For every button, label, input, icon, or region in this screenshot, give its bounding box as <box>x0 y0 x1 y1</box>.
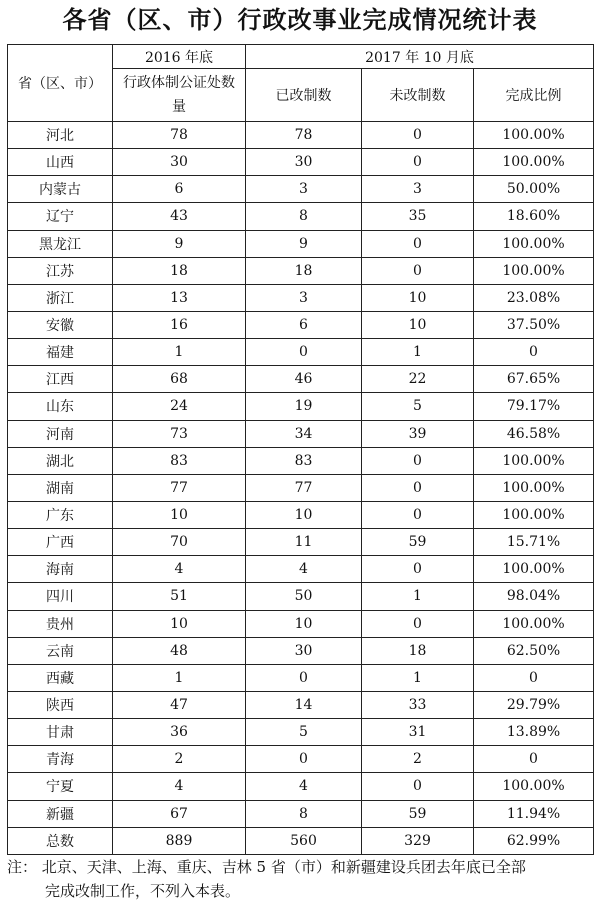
cell-undone-count: 3 <box>362 176 474 203</box>
cell-completion-ratio: 11.94% <box>474 800 594 827</box>
cell-cert-count: 9 <box>113 230 246 257</box>
cell-cert-count: 47 <box>113 691 246 718</box>
cell-undone-count: 0 <box>362 257 474 284</box>
cell-completion-ratio: 13.89% <box>474 719 594 746</box>
cell-done-count: 11 <box>246 529 362 556</box>
cell-done-count: 0 <box>246 339 362 366</box>
cell-done-count: 77 <box>246 474 362 501</box>
reform-statistics-table <box>7 44 594 855</box>
cell-undone-count: 35 <box>362 203 474 230</box>
cell-province: 江苏 <box>8 257 113 284</box>
cell-done-count: 4 <box>246 556 362 583</box>
table-row <box>8 637 594 664</box>
cell-province: 河北 <box>8 122 113 149</box>
cell-undone-count: 5 <box>362 393 474 420</box>
header-province: 省（区、市） <box>8 45 113 122</box>
cell-province: 浙江 <box>8 284 113 311</box>
cell-province: 河南 <box>8 420 113 447</box>
cell-completion-ratio: 100.00% <box>474 447 594 474</box>
header-completion-ratio: 完成比例 <box>474 69 594 122</box>
table-row <box>8 610 594 637</box>
table-row <box>8 122 594 149</box>
cell-undone-count: 0 <box>362 773 474 800</box>
footnote-line-1: 注： 北京、天津、上海、重庆、吉林 5 省（市）和新疆建设兵团去年底已全部 <box>7 858 526 876</box>
header-row-groups <box>8 45 594 69</box>
cell-undone-count: 0 <box>362 610 474 637</box>
cell-completion-ratio: 50.00% <box>474 176 594 203</box>
table-row <box>8 203 594 230</box>
cell-cert-count: 43 <box>113 203 246 230</box>
cell-province: 湖南 <box>8 474 113 501</box>
cell-done-count: 30 <box>246 149 362 176</box>
cell-done-count: 8 <box>246 800 362 827</box>
header-done-count: 已改制数 <box>246 69 362 122</box>
cell-province: 云南 <box>8 637 113 664</box>
cell-cert-count: 6 <box>113 176 246 203</box>
cell-cert-count: 4 <box>113 556 246 583</box>
cell-province: 辽宁 <box>8 203 113 230</box>
cell-completion-ratio: 100.00% <box>474 230 594 257</box>
table-row <box>8 800 594 827</box>
cell-cert-count: 70 <box>113 529 246 556</box>
cell-cert-count: 18 <box>113 257 246 284</box>
cell-completion-ratio: 100.00% <box>474 257 594 284</box>
cell-undone-count: 1 <box>362 583 474 610</box>
cell-done-count: 8 <box>246 203 362 230</box>
cell-province: 湖北 <box>8 447 113 474</box>
cell-province: 甘肃 <box>8 719 113 746</box>
cell-done-count: 5 <box>246 719 362 746</box>
cell-undone-count: 0 <box>362 556 474 583</box>
table-row <box>8 664 594 691</box>
cell-undone-count: 33 <box>362 691 474 718</box>
cell-completion-ratio: 62.99% <box>474 827 594 854</box>
table-row <box>8 719 594 746</box>
cell-cert-count: 78 <box>113 122 246 149</box>
cell-done-count: 30 <box>246 637 362 664</box>
cell-province: 安徽 <box>8 311 113 338</box>
cell-completion-ratio: 100.00% <box>474 122 594 149</box>
cell-undone-count: 329 <box>362 827 474 854</box>
table-row <box>8 447 594 474</box>
footnote-line-2: 完成改制工作，不列入本表。 <box>45 882 241 900</box>
cell-cert-count: 24 <box>113 393 246 420</box>
cell-cert-count: 77 <box>113 474 246 501</box>
cell-province: 江西 <box>8 366 113 393</box>
table-row <box>8 230 594 257</box>
table-row <box>8 583 594 610</box>
cell-cert-count: 30 <box>113 149 246 176</box>
cell-undone-count: 1 <box>362 664 474 691</box>
cell-done-count: 0 <box>246 746 362 773</box>
table-row <box>8 773 594 800</box>
cell-completion-ratio: 0 <box>474 339 594 366</box>
cell-completion-ratio: 0 <box>474 664 594 691</box>
cell-done-count: 18 <box>246 257 362 284</box>
cell-cert-count: 1 <box>113 664 246 691</box>
cell-done-count: 3 <box>246 284 362 311</box>
cell-completion-ratio: 100.00% <box>474 773 594 800</box>
cell-completion-ratio: 23.08% <box>474 284 594 311</box>
cell-undone-count: 31 <box>362 719 474 746</box>
table-row <box>8 284 594 311</box>
cell-cert-count: 10 <box>113 501 246 528</box>
cell-undone-count: 18 <box>362 637 474 664</box>
cell-completion-ratio: 100.00% <box>474 149 594 176</box>
cell-undone-count: 0 <box>362 501 474 528</box>
table-row <box>8 746 594 773</box>
cell-province: 西藏 <box>8 664 113 691</box>
cell-province: 海南 <box>8 556 113 583</box>
table-row <box>8 257 594 284</box>
table-row <box>8 311 594 338</box>
cell-completion-ratio: 0 <box>474 746 594 773</box>
cell-undone-count: 22 <box>362 366 474 393</box>
cell-cert-count: 83 <box>113 447 246 474</box>
cell-province: 福建 <box>8 339 113 366</box>
cell-completion-ratio: 100.00% <box>474 501 594 528</box>
cell-cert-count: 36 <box>113 719 246 746</box>
cell-undone-count: 0 <box>362 230 474 257</box>
table-row <box>8 393 594 420</box>
cell-cert-count: 10 <box>113 610 246 637</box>
cell-cert-count: 4 <box>113 773 246 800</box>
table-row <box>8 474 594 501</box>
cell-province: 新疆 <box>8 800 113 827</box>
cell-done-count: 9 <box>246 230 362 257</box>
cell-completion-ratio: 15.71% <box>474 529 594 556</box>
cell-completion-ratio: 79.17% <box>474 393 594 420</box>
table-row <box>8 176 594 203</box>
cell-province: 山东 <box>8 393 113 420</box>
cell-undone-count: 0 <box>362 149 474 176</box>
cell-completion-ratio: 100.00% <box>474 610 594 637</box>
cell-cert-count: 1 <box>113 339 246 366</box>
cell-province: 青海 <box>8 746 113 773</box>
cell-undone-count: 59 <box>362 529 474 556</box>
cell-undone-count: 0 <box>362 474 474 501</box>
table-title: 各省（区、市）行政改事业完成情况统计表 <box>62 6 538 34</box>
cell-undone-count: 59 <box>362 800 474 827</box>
cell-cert-count: 51 <box>113 583 246 610</box>
cell-undone-count: 10 <box>362 284 474 311</box>
cell-province: 宁夏 <box>8 773 113 800</box>
table-row <box>8 149 594 176</box>
table-row <box>8 339 594 366</box>
cell-done-count: 14 <box>246 691 362 718</box>
cell-done-count: 78 <box>246 122 362 149</box>
cell-completion-ratio: 62.50% <box>474 637 594 664</box>
table-row <box>8 366 594 393</box>
footnote <box>7 855 593 903</box>
cell-province: 山西 <box>8 149 113 176</box>
cell-province: 内蒙古 <box>8 176 113 203</box>
cell-done-count: 0 <box>246 664 362 691</box>
cell-completion-ratio: 18.60% <box>474 203 594 230</box>
cell-done-count: 10 <box>246 610 362 637</box>
cell-undone-count: 39 <box>362 420 474 447</box>
cell-undone-count: 10 <box>362 311 474 338</box>
table-row <box>8 501 594 528</box>
cell-province: 广东 <box>8 501 113 528</box>
cell-province: 广西 <box>8 529 113 556</box>
table-row <box>8 420 594 447</box>
cell-province: 四川 <box>8 583 113 610</box>
cell-done-count: 34 <box>246 420 362 447</box>
cell-done-count: 50 <box>246 583 362 610</box>
header-undone-count: 未改制数 <box>362 69 474 122</box>
cell-completion-ratio: 37.50% <box>474 311 594 338</box>
cell-completion-ratio: 67.65% <box>474 366 594 393</box>
cell-completion-ratio: 46.58% <box>474 420 594 447</box>
cell-cert-count: 68 <box>113 366 246 393</box>
cell-undone-count: 1 <box>362 339 474 366</box>
cell-completion-ratio: 29.79% <box>474 691 594 718</box>
header-group-2017: 2017 年 10 月底 <box>246 45 594 69</box>
cell-done-count: 10 <box>246 501 362 528</box>
cell-cert-count: 67 <box>113 800 246 827</box>
cell-done-count: 83 <box>246 447 362 474</box>
header-cert-count: 行政体制公证处数量 <box>113 69 246 122</box>
cell-province: 总数 <box>8 827 113 854</box>
table-row <box>8 529 594 556</box>
cell-cert-count: 2 <box>113 746 246 773</box>
cell-cert-count: 13 <box>113 284 246 311</box>
cell-undone-count: 0 <box>362 122 474 149</box>
cell-cert-count: 16 <box>113 311 246 338</box>
cell-undone-count: 2 <box>362 746 474 773</box>
table-body <box>8 122 594 855</box>
cell-province: 贵州 <box>8 610 113 637</box>
cell-done-count: 4 <box>246 773 362 800</box>
cell-province: 陕西 <box>8 691 113 718</box>
cell-completion-ratio: 98.04% <box>474 583 594 610</box>
cell-done-count: 46 <box>246 366 362 393</box>
cell-cert-count: 73 <box>113 420 246 447</box>
header-group-2016: 2016 年底 <box>113 45 246 69</box>
cell-completion-ratio: 100.00% <box>474 474 594 501</box>
table-row <box>8 691 594 718</box>
cell-done-count: 560 <box>246 827 362 854</box>
cell-done-count: 3 <box>246 176 362 203</box>
table-row <box>8 556 594 583</box>
cell-completion-ratio: 100.00% <box>474 556 594 583</box>
cell-undone-count: 0 <box>362 447 474 474</box>
cell-done-count: 19 <box>246 393 362 420</box>
cell-province: 黑龙江 <box>8 230 113 257</box>
cell-done-count: 6 <box>246 311 362 338</box>
cell-cert-count: 48 <box>113 637 246 664</box>
table-row <box>8 827 594 854</box>
cell-cert-count: 889 <box>113 827 246 854</box>
